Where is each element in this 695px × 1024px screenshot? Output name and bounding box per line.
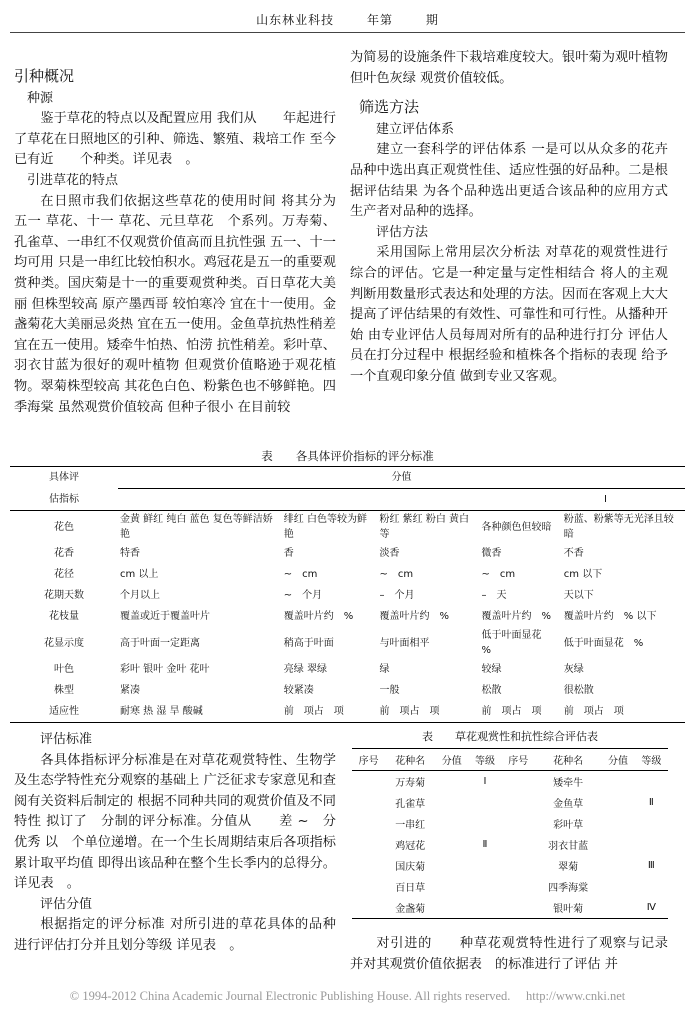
- table1-cell: 低于叶面显花 %: [481, 630, 552, 656]
- table2-score: [435, 834, 468, 855]
- table1-row: [10, 659, 685, 680]
- table1-criterion: 花径: [54, 569, 74, 580]
- table2-overall-evaluation: [352, 748, 668, 919]
- left-column-top: [14, 58, 350, 418]
- table1-cell: cm 以下: [563, 569, 603, 580]
- table2-flower-name: 金鱼草: [553, 799, 584, 810]
- table2-grade: Ⅲ: [647, 860, 655, 871]
- paragraph-eval-score: 根据指定的评分标准 对所引进的草花具体的品种 进行评估打分并且划分等级 详见表 。: [14, 917, 336, 953]
- table1-cell: 稍高于叶面: [283, 637, 334, 649]
- table2-flower-name: 孔雀草: [395, 799, 426, 810]
- table2-row: [352, 897, 668, 919]
- table2-index: [502, 813, 535, 834]
- table2-header-cell: 序号: [352, 749, 385, 771]
- table1-cell: 香: [283, 548, 294, 559]
- left-column-bottom: [14, 730, 336, 957]
- table2-caption: 表 草花观赏性和抗性综合评估表: [422, 730, 598, 743]
- table1-cell: ~ cm: [283, 569, 318, 580]
- table2-score: [435, 813, 468, 834]
- table1-cell: 绿: [379, 664, 390, 675]
- table2-index: [352, 855, 385, 876]
- journal-name: 山东林业科技: [256, 13, 335, 27]
- table2-grade: Ⅱ: [482, 839, 488, 850]
- subheading-eval-score: 评估分值: [40, 896, 93, 912]
- table2-row: [352, 792, 668, 813]
- table1-row: [10, 564, 685, 585]
- table1-cell: 高于叶面一定距离: [120, 637, 200, 649]
- table1-cell: 天以下: [563, 590, 594, 601]
- subheading-eval-method: 评估方法: [376, 224, 429, 240]
- table1-cell: cm 以上: [120, 569, 159, 580]
- table2-header-cell: 等级: [468, 749, 501, 771]
- table2-index: [502, 771, 535, 793]
- table2-score: [435, 792, 468, 813]
- table2-flower-name: 银叶菊: [535, 897, 602, 919]
- table2-index: [502, 834, 535, 855]
- table1-cell: ~ cm: [379, 569, 414, 580]
- table2-score: [601, 792, 634, 813]
- table1-cell: 较绿: [481, 664, 502, 675]
- table1-cell: – 个月: [379, 590, 415, 601]
- table1-cell: 前 项占 项: [479, 701, 561, 723]
- table2-grade: [635, 834, 668, 855]
- table2-score: [601, 834, 634, 855]
- table2-grade: [468, 855, 501, 876]
- table1-cell: 耐寒 热 湿 旱 酸碱: [118, 701, 282, 723]
- year-label: 年第: [366, 13, 393, 27]
- table2-index: [502, 876, 535, 897]
- table2-index: [502, 855, 535, 876]
- table2-index: [502, 897, 535, 919]
- subheading-eval-standard: 评估标准: [40, 732, 93, 747]
- table2-grade: [635, 876, 668, 897]
- table2-flower-name: 翠菊: [558, 862, 579, 873]
- paragraph-eval-method: 采用国际上常用层次分析法 对草花的观赏性进行综合的评估。它是一种定量与定性相结合 将人的主观判断用数量形式表达和处理的方法。因而在客观上大大提高了评估结果的有效性、可靠性和可行性。从播种开始 由专业评估人员每周对所有的品种进行打分 评估人员在打分过程中 根据经验和植株各个指标的表现 给予一个直观印象分值 做到专业又客观。: [350, 245, 668, 384]
- table1-row: [10, 680, 685, 701]
- table1-cell: ~ 个月: [283, 590, 323, 601]
- table1-cell: 彩叶 银叶 金叶 花叶: [120, 664, 210, 675]
- issue-label: 期: [425, 13, 439, 27]
- table2-flower-name: 鸡冠花: [395, 841, 426, 852]
- table1-cell: 覆盖叶片约 %: [481, 611, 551, 622]
- table1-header-score: 分值: [118, 467, 685, 489]
- table2-header-cell: 序号: [502, 749, 535, 771]
- table2-flower-name: 金盏菊: [385, 897, 435, 919]
- table1-row: [10, 511, 685, 544]
- table2-score: [601, 813, 634, 834]
- section-title-methods: 筛选方法: [359, 98, 420, 117]
- table2-row: [352, 834, 668, 855]
- table2-flower-name: 一串红: [395, 820, 426, 831]
- table2-grade: [468, 876, 501, 897]
- table2-flower-name: 羽衣甘蓝: [548, 841, 589, 852]
- table2-row: [352, 855, 668, 876]
- paragraph-source: 鉴于草花的特点以及配置应用 我们从 年起进行了草花在日照地区的引种、筛选、繁殖、栽培工作 至今已有近 个种类。详见表 。: [14, 111, 336, 168]
- table1-cell: 前 项占 项: [562, 701, 685, 723]
- table2-grade: [468, 813, 501, 834]
- table1-cell: 各种颜色但较暗: [481, 521, 552, 533]
- subheading-features: 引进草花的特点: [27, 172, 119, 188]
- table2-index: [352, 897, 385, 919]
- table2-row: [352, 771, 668, 793]
- table1-cell: 紧凑: [120, 685, 140, 696]
- table2-index: [502, 792, 535, 813]
- table1-cell: 覆盖叶片约 % 以下: [563, 611, 657, 622]
- table2-index: [352, 771, 385, 793]
- table1-criterion: 花显示度: [44, 637, 84, 649]
- table2-flower-name: 彩叶草: [553, 820, 584, 831]
- table2-flower-name: 万寿菊: [395, 778, 426, 789]
- table2-header-row: [352, 749, 668, 771]
- table1-criterion: 花期天数: [44, 590, 84, 601]
- table2-header-cell: 花种名: [535, 749, 602, 771]
- table1-cell: 粉蓝、粉紫等无光泽且较暗: [563, 514, 674, 540]
- table2-score: [435, 771, 468, 793]
- table1-cell: 松散: [481, 685, 502, 696]
- table1-cell: 微香: [481, 548, 502, 559]
- table1-cell: 粉红 紫红 粉白 黄白等: [379, 514, 470, 540]
- subheading-source: 种源: [27, 90, 54, 106]
- table1-header-criteria-1: 具体评: [10, 467, 118, 489]
- table1-score-level: Ⅰ: [562, 489, 685, 511]
- table1-caption: 表 各具体评价指标的评分标准: [261, 449, 434, 463]
- table1-score-level: [282, 489, 378, 511]
- table1-cell: 低于叶面显花 %: [563, 637, 644, 649]
- table1-score-level: [378, 489, 480, 511]
- copyright-footer: © 1994-2012 China Academic Journal Electronic Publishing House. All rights reserved. http://www.cnki.net: [69, 989, 626, 1003]
- table2-index: [352, 834, 385, 855]
- table2-index: [352, 792, 385, 813]
- table2-score: [601, 771, 634, 793]
- table2-score: [601, 876, 634, 897]
- table2-grade: [635, 813, 668, 834]
- table2-header-cell: 分值: [601, 749, 634, 771]
- table1-row: [10, 585, 685, 606]
- table2-body: [352, 771, 668, 919]
- table2-grade: Ⅱ: [648, 797, 654, 808]
- table1-score-level: [118, 489, 282, 511]
- table1-cell: 与叶面相平: [379, 637, 430, 649]
- table1-cell: 亮绿 翠绿: [283, 664, 327, 675]
- table1-cell: ~ cm: [481, 569, 516, 580]
- table1-cell: 前 项占 项: [282, 701, 378, 723]
- table2-score: [435, 897, 468, 919]
- table1-row: [10, 627, 685, 659]
- table1-cell: 覆盖叶片约 %: [379, 611, 450, 622]
- table1-cell: 覆盖叶片约 %: [283, 611, 354, 622]
- table2-index: [352, 876, 385, 897]
- table1-criterion: 花枝量: [49, 611, 79, 622]
- table2-grade: [468, 792, 501, 813]
- table2-index: [352, 813, 385, 834]
- table2-flower-name: 矮牵牛: [553, 778, 584, 789]
- table1-cell: 前 项占 项: [378, 701, 480, 723]
- table1-scoring-standards: [10, 466, 685, 723]
- table2-row: [352, 876, 668, 897]
- table1-cell: 特香: [120, 548, 140, 559]
- table2-grade: Ⅰ: [483, 776, 487, 787]
- section-title-introduction: 引种概况: [14, 67, 75, 85]
- table1-criterion: 花香: [54, 548, 74, 559]
- table2-flower-name: 四季海棠: [548, 883, 589, 894]
- table1-cell: 覆盖或近于覆盖叶片: [120, 611, 210, 622]
- table2-grade: [468, 897, 501, 919]
- table1-cell: 个月以上: [120, 590, 160, 601]
- table2-flower-name: 百日草: [395, 883, 426, 894]
- table2-score: [435, 855, 468, 876]
- table1-criterion: 株型: [54, 685, 74, 696]
- table1-cell: 淡香: [379, 548, 400, 559]
- table2-header-cell: 等级: [635, 749, 668, 771]
- table1-criterion: 叶色: [54, 664, 74, 675]
- right-column-top: [350, 48, 668, 388]
- table1-body: [10, 511, 685, 723]
- right-column-bottom: [350, 934, 668, 975]
- table1-criterion: 适应性: [10, 701, 118, 723]
- table1-cell: 绯红 白色等较为鲜艳: [283, 514, 367, 540]
- table1-cell: 很松散: [563, 685, 594, 696]
- table1-cell: 金黄 鲜红 纯白 蓝色 复色等鲜洁娇艳: [120, 514, 273, 540]
- table2-grade: [635, 771, 668, 793]
- table1-cell: 一般: [379, 685, 400, 696]
- paragraph-eval-standard: 各具体指标评分标准是在对草花观赏特性、生物学及生态学特性充分观察的基础上 广泛征求专家意见和查阅有关资料后制定的 根据不同种共同的观赏价值及不同特性 拟订了 分制的评分标准。分值从 差 ~ 分 优秀 以 个单位递增。在一个生长周期结束后各项指标累计取平均值 即得出该品种在整个生长季内的总得分。详见表 。: [14, 752, 336, 892]
- table1-row: [10, 606, 685, 627]
- table2-header-cell: 分值: [435, 749, 468, 771]
- running-header: [10, 10, 685, 33]
- paragraph-features: 在日照市我们依据这些草花的使用时间 将其分为 五一 草花、十一 草花、元旦草花 个系列。万寿菊、孔雀草、一串红不仅观赏价值高而且抗性强 五一、十一均可用 只是一串红比较怕积水。鸡冠花是五一的重要观赏种类。国庆菊是十一的重要观赏种类。百日草花大美丽 但株型较高 原产墨西哥 较怕寒冷 宜在十一使用。金盏菊花大美丽忌炎热 宜在五一使用。金鱼草抗热性稍差 宜在五一使用。矮牵牛怕热、怕涝 抗性稍差。彩叶草、羽衣甘蓝为很好的观叶植物 但观赏价值略逊于观花植物。翠菊株型较高 其花色白色、粉紫色也不够鲜艳。四季海棠 虽然观赏价值较高 但种子很小 在目前较: [14, 193, 350, 415]
- table1-row: [10, 701, 685, 723]
- table1-cell: 不香: [563, 548, 584, 559]
- table2-grade: Ⅳ: [635, 897, 668, 919]
- table1-header-criteria-2: 估指标: [10, 489, 118, 511]
- table1-cell: 灰绿: [563, 664, 584, 675]
- paragraph-eval-system: 建立一套科学的评估体系 一是可以从众多的花卉品种中选出真正观赏性佳、适应性强的好品种。二是根据评估结果 为各个品种选出更适合该品种的应用方式 生产者对品种的选择。: [350, 142, 668, 220]
- table1-criterion: 花色: [54, 521, 74, 533]
- table1-row: [10, 543, 685, 564]
- table2-header-cell: 花种名: [385, 749, 435, 771]
- table2-score: [601, 897, 634, 919]
- table2-score: [601, 855, 634, 876]
- subheading-eval-system: 建立评估体系: [376, 121, 455, 137]
- table1-cell: 较紧凑: [283, 685, 314, 696]
- table2-flower-name: 国庆菊: [395, 862, 426, 873]
- table2-score: [435, 876, 468, 897]
- table1-cell: – 天: [481, 590, 507, 601]
- table1-score-level: [479, 489, 561, 511]
- paragraph-results: 对引进的 种草花观赏特性进行了观察与记录 并对其观赏价值依据表 的标准进行了评估 并: [350, 936, 668, 972]
- paragraph-continued: 为简易的设施条件下栽培难度较大。银叶菊为观叶植物 但叶色灰绿 观赏价值较低。: [350, 50, 668, 86]
- table2-row: [352, 813, 668, 834]
